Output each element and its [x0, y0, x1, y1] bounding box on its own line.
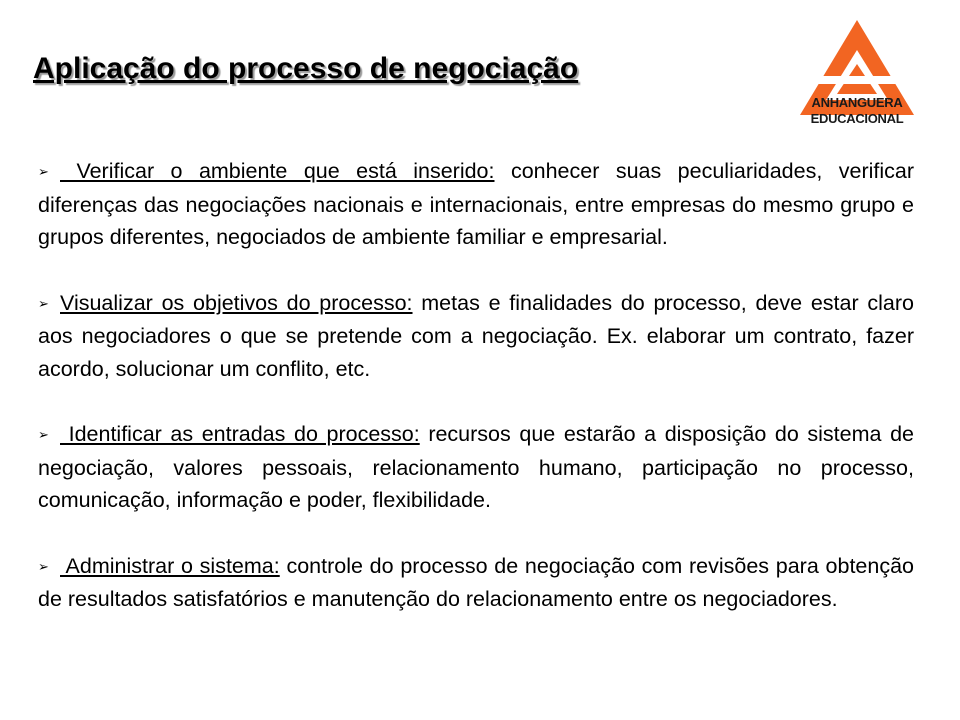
- logo-text-line1: ANHANGUERA: [811, 95, 903, 110]
- logo-text-line2: EDUCACIONAL: [810, 111, 904, 126]
- arrow-bullet-icon: ➢: [38, 427, 49, 442]
- list-item-objetivos: [38, 287, 914, 386]
- item-label: Identificar as entradas do processo:: [60, 422, 420, 446]
- item-text: metas e finalidades do processo, deve estar claro aos negociadores o que se pretende com a negociação. Ex. elaborar um contrato, fazer acordo, solucionar um conflito, etc.: [38, 290, 914, 381]
- item-label: Visualizar os objetivos do processo:: [60, 290, 413, 315]
- list-item-ambiente: [38, 155, 914, 254]
- arrow-bullet-icon: ➢: [38, 295, 49, 311]
- arrow-bullet-icon: ➢: [38, 164, 49, 179]
- list-item-administrar: [38, 550, 914, 616]
- page-title: Aplicação do processo de negociação: [33, 52, 579, 85]
- item-text: recursos que estarão a disposição do sistema de negociação, valores pessoais, relacionamento humano, participação no processo, comunicação, informação e poder, flexibilidade.: [38, 422, 914, 512]
- item-label: Administrar o sistema:: [60, 553, 280, 578]
- arrow-bullet-icon: ➢: [38, 558, 49, 574]
- item-text: conhecer suas peculiaridades, verificar diferenças das negociações nacionais e internacionais, entre empresas do mesmo grupo e grupos diferentes, negociados de ambiente familiar e empresarial.: [38, 159, 915, 249]
- item-label: Verificar o ambiente que está inserido:: [60, 159, 495, 183]
- bullet-list: [38, 155, 914, 649]
- item-text: controle do processo de negociação com revisões para obtenção de resultados satisfatórios e manutenção do relacionamento entre os negociadores.: [38, 553, 914, 611]
- list-item-entradas: [38, 418, 914, 517]
